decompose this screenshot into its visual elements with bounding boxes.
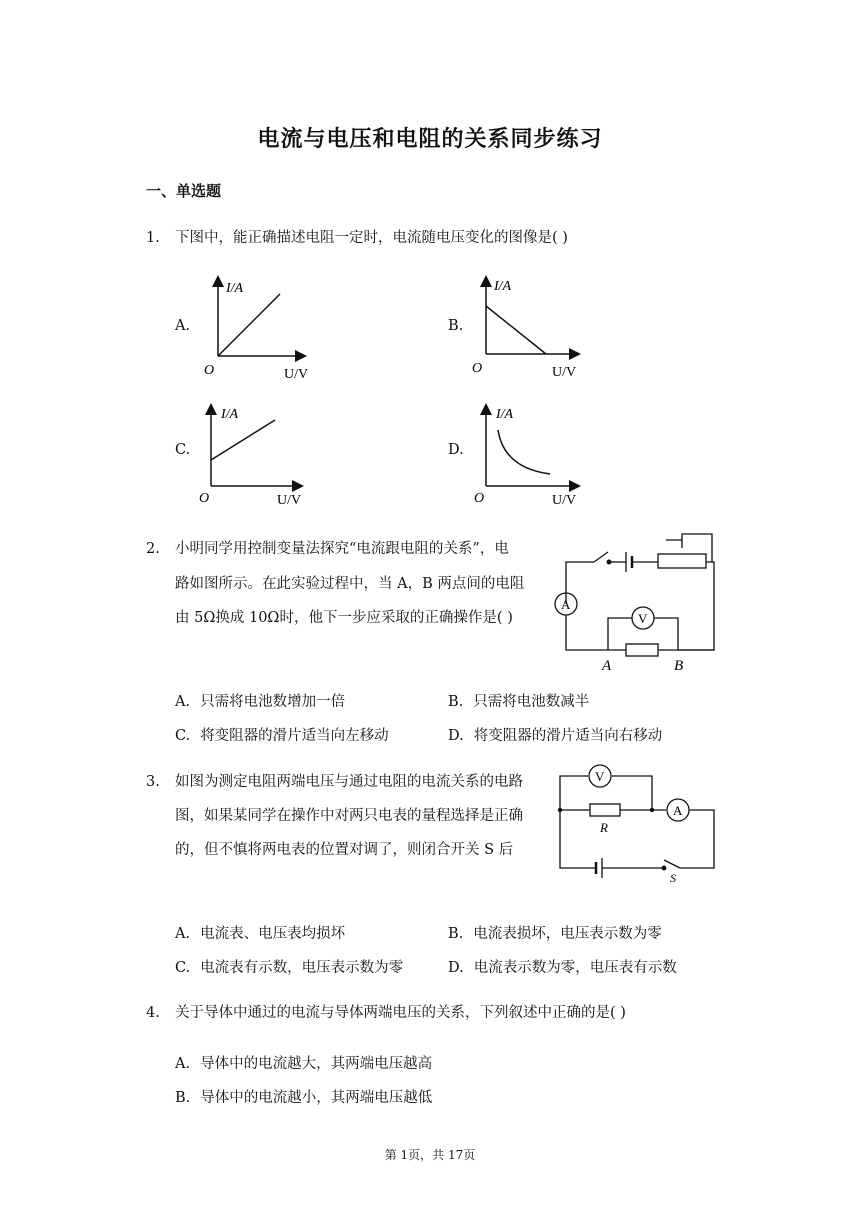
graph-b — [468, 272, 588, 382]
question-number: 1. — [146, 230, 160, 246]
question-text: 关于导体中通过的电流与导体两端电压的关系，下列叙述中正确的是( ) — [175, 1005, 626, 1021]
switch-label: S — [670, 871, 676, 882]
option-label: C. — [175, 442, 191, 458]
point-b-label: B — [674, 658, 684, 674]
section-heading: 一、单选题 — [146, 182, 222, 200]
question-text-line: 图，如果某同学在操作中对两只电表的量程选择是正确 — [175, 808, 523, 824]
voltmeter-icon: V — [595, 769, 605, 784]
option-b[interactable]: B. 电流表损坏，电压表示数为零 — [448, 926, 662, 942]
option-c[interactable]: C. 将变阻器的滑片适当向左移动 — [175, 728, 389, 744]
question-number: 4. — [146, 1005, 160, 1021]
y-axis-label: I/A — [226, 281, 244, 296]
x-axis-label: U/V — [552, 493, 577, 508]
question-text: 下图中，能正确描述电阻一定时，电流随电压变化的图像是( ) — [175, 230, 568, 246]
page-title: 电流与电压和电阻的关系同步练习 — [257, 127, 603, 152]
option-b[interactable]: B. 只需将电池数减半 — [448, 694, 590, 710]
option-label: A. — [175, 318, 191, 334]
option-a[interactable]: A. 电流表、电压表均损坏 — [175, 926, 346, 942]
option-label: B. — [448, 318, 464, 334]
question-text-line: 如图为测定电阻两端电压与通过电阻的电流关系的电路 — [175, 774, 523, 790]
ammeter-icon: A — [673, 803, 683, 818]
question-text-line: 路如图所示。在此实验过程中，当 A，B 两点间的电阻 — [175, 576, 525, 592]
origin-label: O — [472, 361, 483, 376]
option-b[interactable]: B. 导体中的电流越小，其两端电压越低 — [175, 1090, 433, 1106]
question-number: 2. — [146, 541, 160, 557]
option-label: D. — [448, 442, 464, 458]
origin-label: O — [474, 491, 485, 506]
y-axis-label: I/A — [494, 279, 512, 294]
origin-label: O — [204, 363, 215, 378]
x-axis-label: U/V — [284, 367, 309, 382]
circuit-diagram-2 — [548, 528, 720, 676]
ammeter-icon: A — [561, 597, 571, 612]
option-c[interactable]: C. 电流表有示数，电压表示数为零 — [175, 960, 404, 976]
x-axis-label: U/V — [552, 365, 577, 380]
y-axis-label: I/A — [221, 407, 239, 422]
x-axis-label: U/V — [277, 493, 302, 508]
voltmeter-icon: V — [638, 611, 648, 626]
option-d[interactable]: D. 电流表示数为零，电压表有示数 — [448, 960, 677, 976]
graph-a — [198, 272, 318, 382]
option-a[interactable]: A. 导体中的电流越大，其两端电压越高 — [175, 1056, 433, 1072]
question-text-line: 由 5Ω换成 10Ω时，他下一步应采取的正确操作是( ) — [175, 610, 513, 626]
origin-label: O — [199, 491, 210, 506]
point-a-label: A — [602, 658, 612, 674]
question-number: 3. — [146, 774, 160, 790]
circuit-diagram-3 — [552, 760, 722, 882]
question-text-line: 的，但不慎将两电表的位置对调了，则闭合开关 S 后 — [175, 842, 514, 858]
graph-d — [468, 400, 588, 510]
graph-c — [195, 400, 315, 510]
y-axis-label: I/A — [496, 407, 514, 422]
question-text-line: 小明同学用控制变量法探究“电流跟电阻的关系”，电 — [175, 541, 509, 557]
option-a[interactable]: A. 只需将电池数增加一倍 — [175, 694, 346, 710]
option-d[interactable]: D. 将变阻器的滑片适当向右移动 — [448, 728, 663, 744]
resistor-label: R — [600, 820, 608, 835]
page-footer: 第 1页，共 17页 — [384, 1148, 476, 1162]
